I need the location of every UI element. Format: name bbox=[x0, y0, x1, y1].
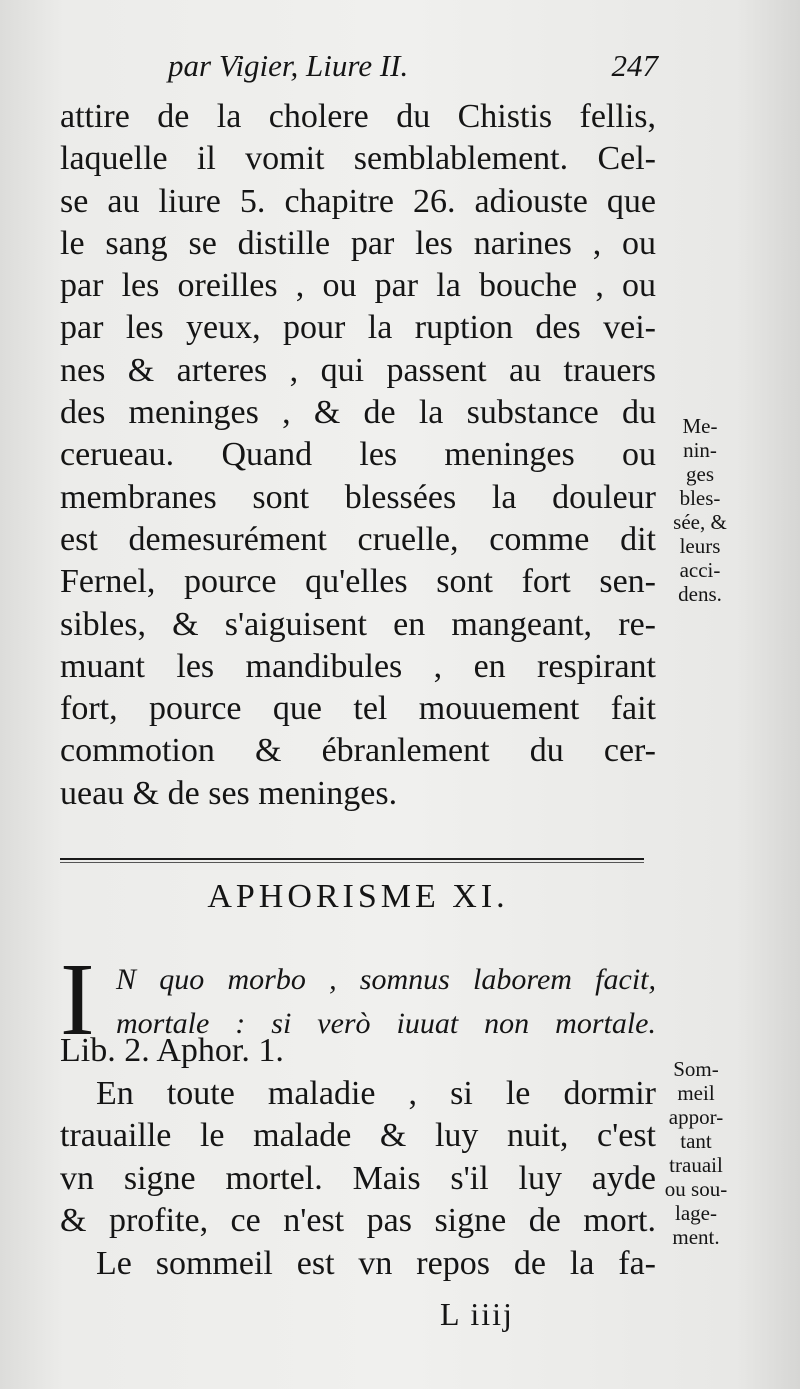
drop-cap: I bbox=[60, 942, 95, 1057]
margin-note-line: ou sou- bbox=[664, 1177, 728, 1201]
text-line: ueau & de ses meninges. bbox=[60, 774, 398, 812]
text-line: commotion & ébranlement du cer- bbox=[60, 732, 656, 770]
margin-note-line: ment. bbox=[672, 1225, 720, 1249]
text-line: Fernel, pource qu'elles sont fort sen- bbox=[60, 563, 656, 601]
margin-note-sommeil bbox=[656, 1057, 736, 1249]
margin-note-line: lage- bbox=[675, 1201, 717, 1225]
text-line: membranes sont blessées la douleur bbox=[60, 478, 656, 516]
text-line: le sang se distille par les narines , ou bbox=[60, 224, 656, 262]
text-line: Le sommeil est vn repos de la fa- bbox=[96, 1244, 656, 1282]
margin-note-line: bles- bbox=[679, 486, 721, 510]
text-line: nes & arteres , qui passent au trauers bbox=[60, 351, 656, 389]
text-line: des meninges , & de la substance du bbox=[60, 394, 656, 432]
margin-note-line: acci- bbox=[679, 558, 721, 582]
text-line: vn signe mortel. Mais s'il luy ayde bbox=[60, 1159, 656, 1197]
margin-note-line: appor- bbox=[668, 1105, 724, 1129]
text-line: par les oreilles , ou par la bouche , ou bbox=[60, 267, 656, 305]
margin-note-line: leurs bbox=[679, 534, 721, 558]
text-line: & profite, ce n'est pas signe de mort. bbox=[60, 1202, 656, 1239]
main-paragraph bbox=[60, 96, 656, 815]
section-divider bbox=[60, 858, 644, 860]
text-line: attire de la cholere du Chistis fellis, bbox=[60, 98, 656, 135]
page-header bbox=[60, 48, 660, 88]
margin-note-line: ges bbox=[686, 462, 714, 486]
signature-mark: L iiij bbox=[440, 1296, 514, 1332]
margin-note-line: meil bbox=[677, 1081, 715, 1105]
margin-note-line: Me- bbox=[682, 414, 718, 438]
text-line: par les yeux, pour la ruption des vei- bbox=[60, 309, 656, 347]
text-line: laquelle il vomit semblablement. Cel- bbox=[60, 140, 656, 178]
margin-note-line: Som- bbox=[673, 1057, 719, 1081]
latin-line: N quo morbo , somnus laborem facit, bbox=[116, 963, 656, 996]
text-line: fort, pource que tel mouuement fait bbox=[60, 690, 656, 728]
latin-line: mortale : si verò iuuat non mortale. bbox=[116, 1007, 656, 1040]
text-line: est demesurément cruelle, comme dit bbox=[60, 520, 656, 558]
margin-note-line: nin- bbox=[683, 438, 717, 462]
margin-note-line: sée, & bbox=[673, 510, 727, 534]
margin-note-meninges bbox=[660, 414, 740, 606]
margin-note-line: dens. bbox=[678, 582, 722, 606]
text-line: En toute maladie , si le dormir bbox=[96, 1074, 656, 1112]
aphorism-title: APHORISME XI. bbox=[207, 878, 509, 915]
citation-line: Lib. 2. Aphor. 1. bbox=[60, 1032, 284, 1069]
text-line: muant les mandibules , en respirant bbox=[60, 647, 656, 685]
margin-note-line: tant bbox=[680, 1129, 712, 1153]
text-line: cerueau. Quand les meninges ou bbox=[60, 436, 656, 474]
margin-note-line: trauail bbox=[669, 1153, 723, 1177]
running-title: par Vigier, Liure II. bbox=[168, 48, 409, 83]
page-number: 247 bbox=[611, 48, 658, 83]
text-line: se au liure 5. chapitre 26. adiouste que bbox=[60, 182, 656, 220]
text-line: sibles, & s'aiguisent en mangeant, re- bbox=[60, 605, 656, 643]
french-translation bbox=[60, 1030, 656, 1285]
text-line: trauaille le malade & luy nuit, c'est bbox=[60, 1117, 656, 1154]
